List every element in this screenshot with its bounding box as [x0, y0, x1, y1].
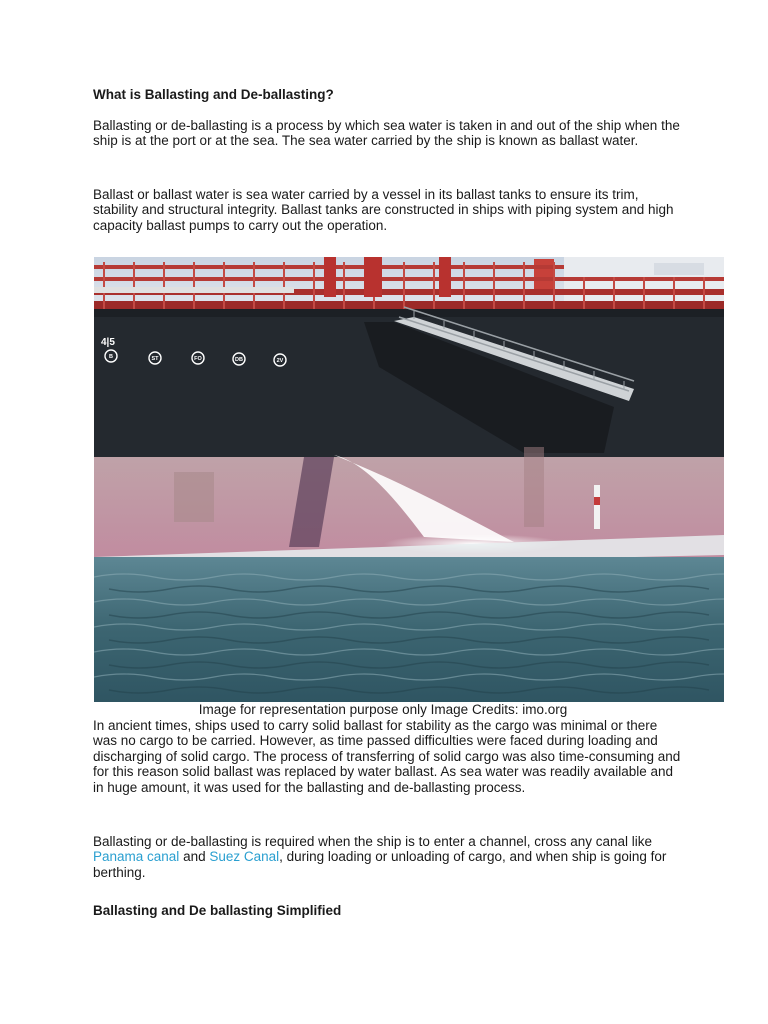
paragraph-history: In ancient times, ships used to carry solid ballast for stability as the cargo was minimal or there was no cargo to be carried. However, as time passed difficulties were faced during loading and discharging of solid cargo. The process of transferring of solid cargo was also time-consuming and for this reason solid ballast was replaced by water ballast. As sea water was readily available and in huge amount, it was used for the ballasting and de-ballasting process.: [93, 718, 681, 795]
hull-mark-st: ST: [151, 356, 159, 362]
para4-text-c: , during loading or unloading of cargo, and when ship is going for berthing.: [93, 849, 667, 880]
paragraph-when-required: [93, 834, 683, 880]
hull-mark-b: B: [109, 354, 113, 360]
para4-text-b: and: [179, 849, 210, 865]
paragraph-definition: Ballasting or de-ballasting is a process by which sea water is taken in and out of the ship when the ship is at the port or at the sea. The sea water carried by the ship is known as ballast water.: [93, 118, 680, 149]
image-caption: Image for representation purpose only Image Credits: imo.org: [198, 702, 568, 717]
paragraph-ballast-water: Ballast or ballast water is sea water carried by a vessel in its ballast tanks to ensure its trim, stability and structural integrity. Ballast tanks are constructed in ships with piping system and high capacity ballast pumps to carry out the operation.: [93, 187, 674, 233]
ship-ballast-discharge-image: [94, 257, 724, 702]
hull-mark-draft: 4|5: [101, 337, 115, 348]
hull-mark-fo: FO: [194, 356, 202, 362]
section-heading-ballasting: What is Ballasting and De-ballasting?: [93, 87, 334, 102]
para4-text-a: Ballasting or de-ballasting is required when the ship is to enter a channel, cross any canal like: [93, 834, 653, 849]
section-heading-simplified: Ballasting and De ballasting Simplified: [93, 903, 342, 918]
panama-canal-link[interactable]: Panama canal: [93, 849, 180, 865]
suez-canal-link[interactable]: Suez Canal: [209, 849, 280, 865]
hull-mark-db: DB: [235, 357, 243, 363]
hull-mark-2v: 2V: [276, 358, 284, 364]
